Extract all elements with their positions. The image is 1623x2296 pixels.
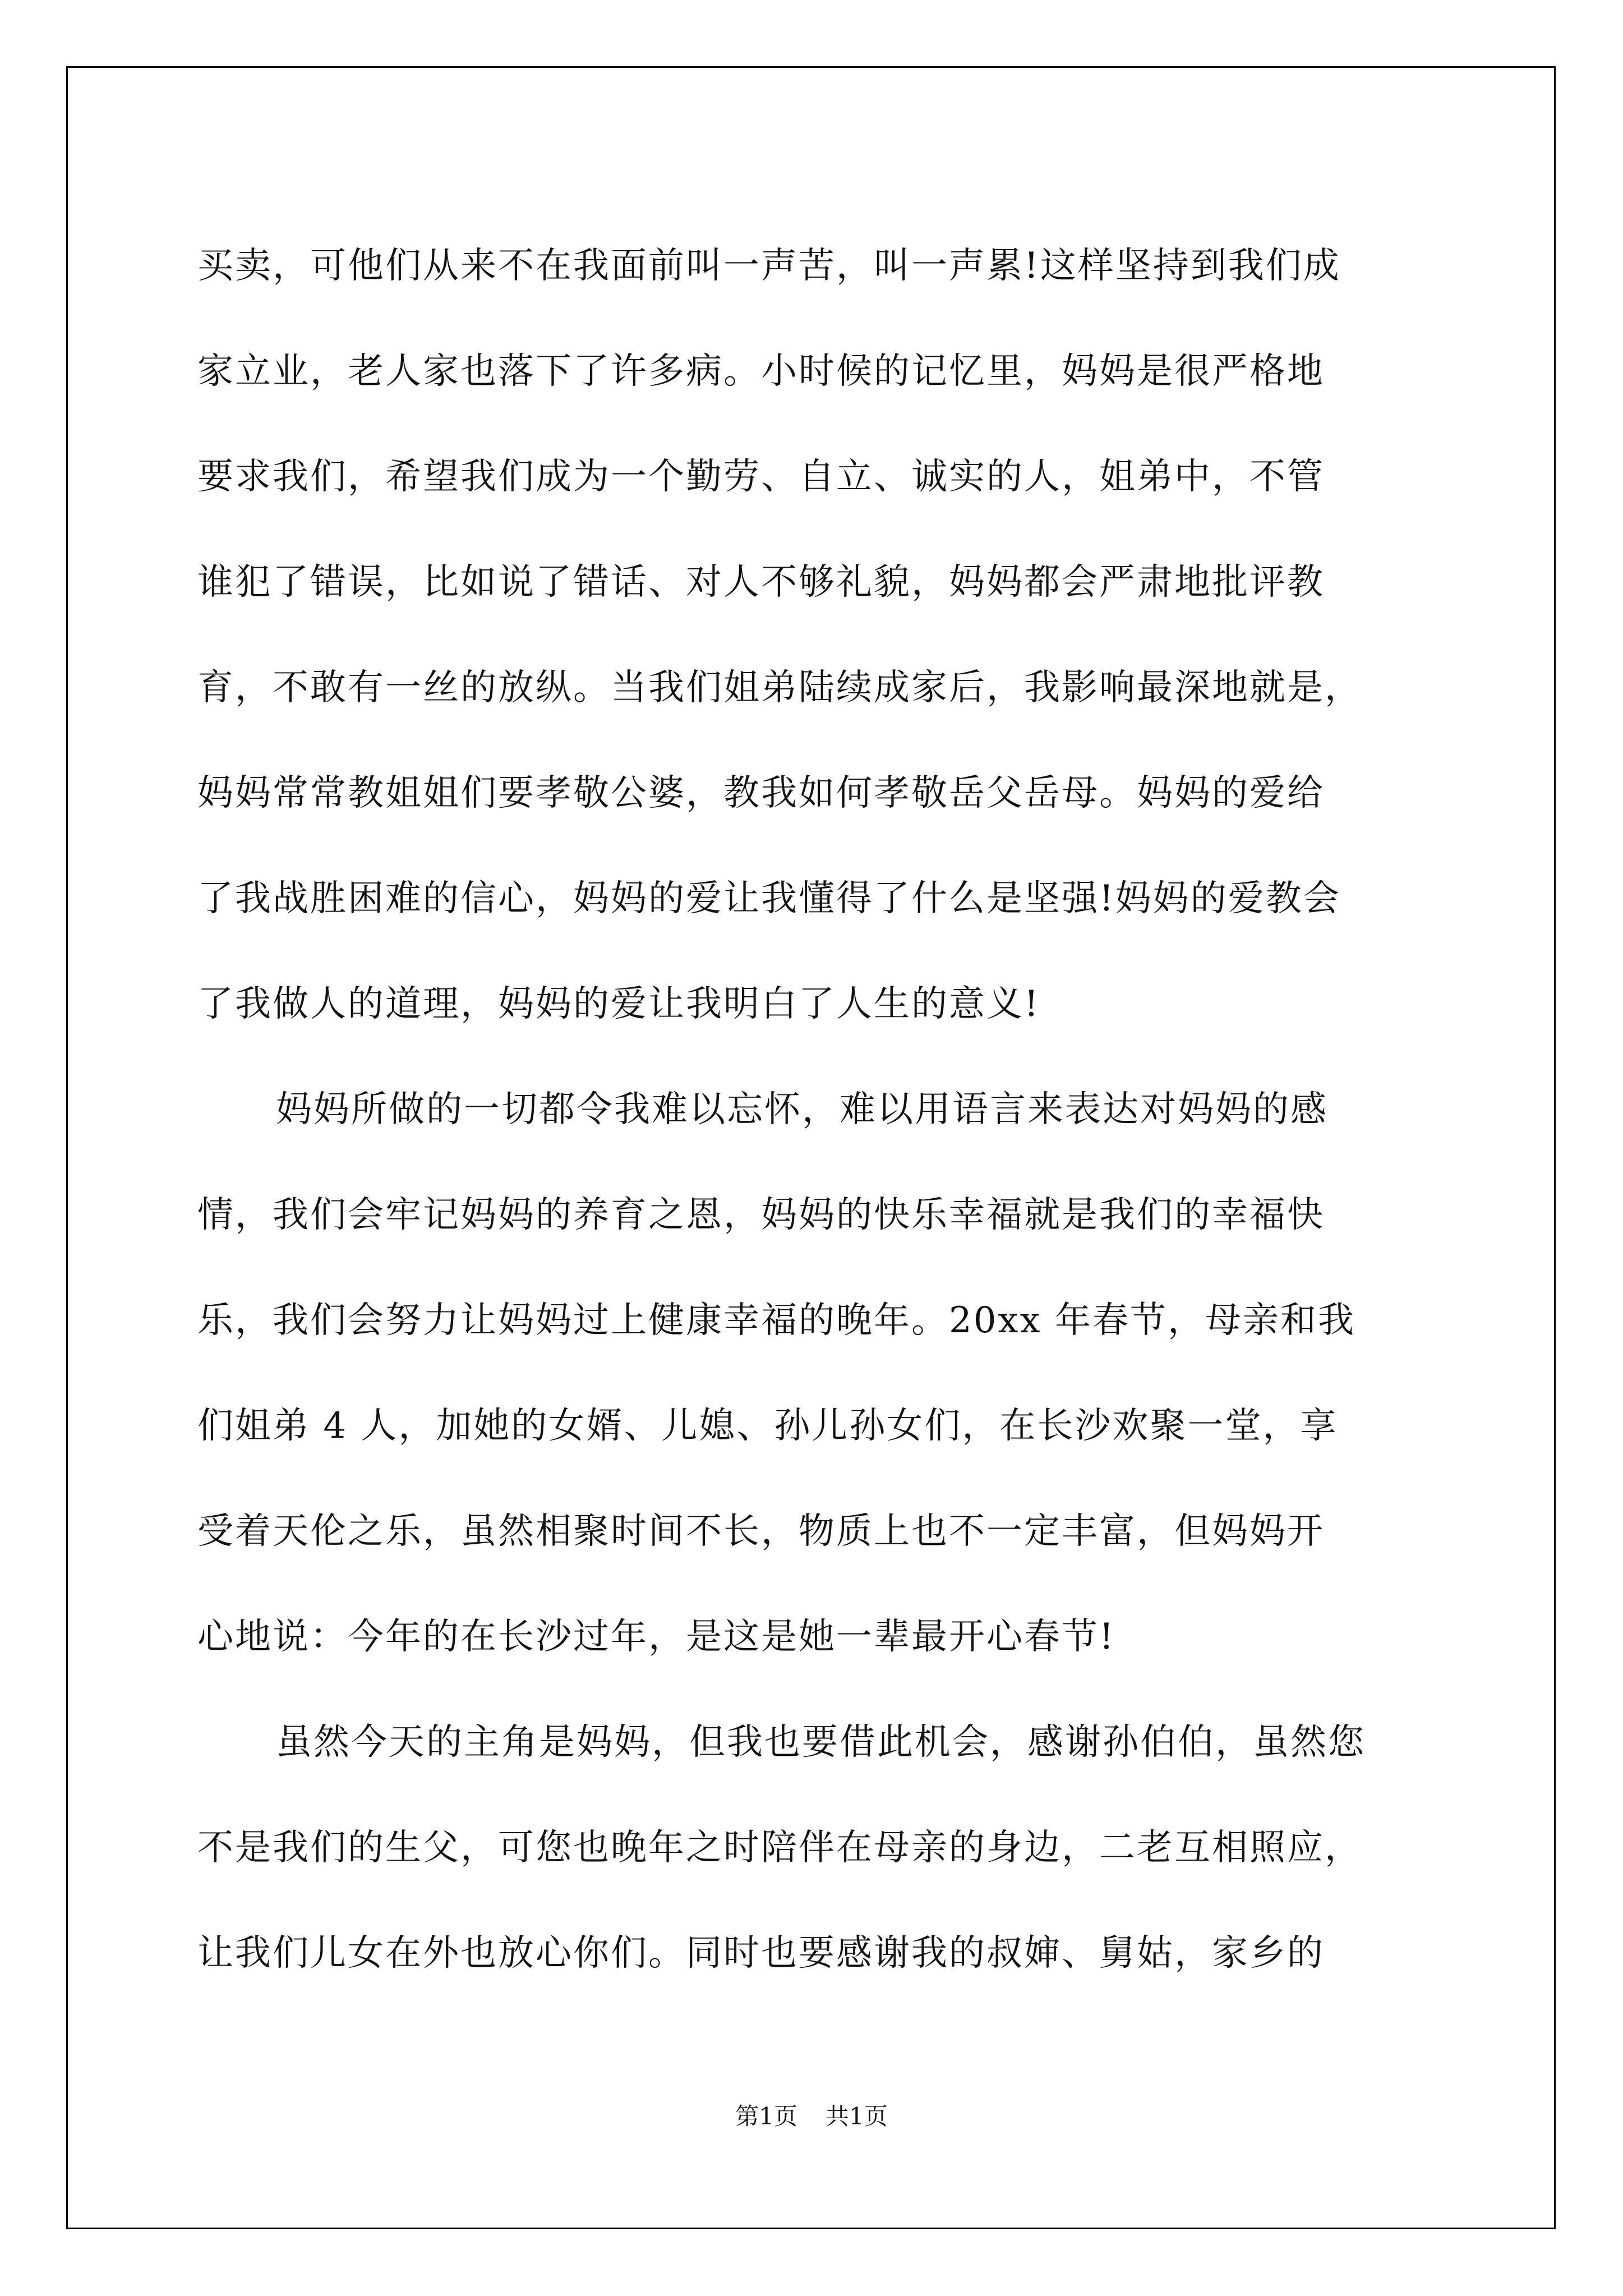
- text-line: 了我战胜困难的信心，妈妈的爱让我懂得了什么是坚强!妈妈的爱教会: [197, 878, 1341, 919]
- page-footer: [0, 2098, 1623, 2132]
- text-line: 们姐弟 4 人，加她的女婿、儿媳、孙儿孙女们，在长沙欢聚一堂，享: [197, 1405, 1338, 1447]
- text-line: 不是我们的生父，可您也晚年之时陪伴在母亲的身边，二老互相照应，: [197, 1827, 1362, 1869]
- text-line: 乐，我们会努力让妈妈过上健康幸福的晚年。20xx 年春节，母亲和我: [197, 1300, 1355, 1341]
- text-line: 妈妈常常教姐姐们要孝敬公婆，教我如何孝敬岳父岳母。妈妈的爱给: [197, 772, 1325, 814]
- paragraph-start-line: 妈妈所做的一切都令我难以忘怀，难以用语言来表达对妈妈的感: [276, 1089, 1328, 1130]
- text-line: 情，我们会牢记妈妈的养育之恩，妈妈的快乐幸福就是我们的幸福快: [197, 1194, 1325, 1236]
- text-line: 家立业，老人家也落下了许多病。小时候的记忆里，妈妈是很严格地: [197, 351, 1325, 392]
- text-line: 让我们儿女在外也放心你们。同时也要感谢我的叔婶、舅姑，家乡的: [197, 1932, 1325, 1974]
- text-line: 要求我们，希望我们成为一个勤劳、自立、诚实的人，姐弟中，不管: [197, 456, 1325, 498]
- text-line: 了我做人的道理，妈妈的爱让我明白了人生的意义!: [197, 983, 1040, 1025]
- text-line: 心地说：今年的在长沙过年，是这是她一辈最开心春节!: [197, 1616, 1115, 1658]
- text-line: 买卖，可他们从来不在我面前叫一声苦，叫一声累!这样坚持到我们成: [197, 245, 1341, 287]
- text-line: 育，不敢有一丝的放纵。当我们姐弟陆续成家后，我影响最深地就是，: [197, 667, 1362, 708]
- text-line: 受着天伦之乐，虽然相聚时间不长，物质上也不一定丰富，但妈妈开: [197, 1511, 1325, 1552]
- document-body: [197, 213, 1431, 2006]
- text-line: 谁犯了错误，比如说了错话、对人不够礼貌，妈妈都会严肃地批评教: [197, 562, 1325, 603]
- paragraph-start-line: 虽然今天的主角是妈妈，但我也要借此机会，感谢孙伯伯，虽然您: [276, 1722, 1366, 1763]
- page-total: 共1页: [826, 2102, 888, 2130]
- page-number: 第1页: [735, 2102, 797, 2130]
